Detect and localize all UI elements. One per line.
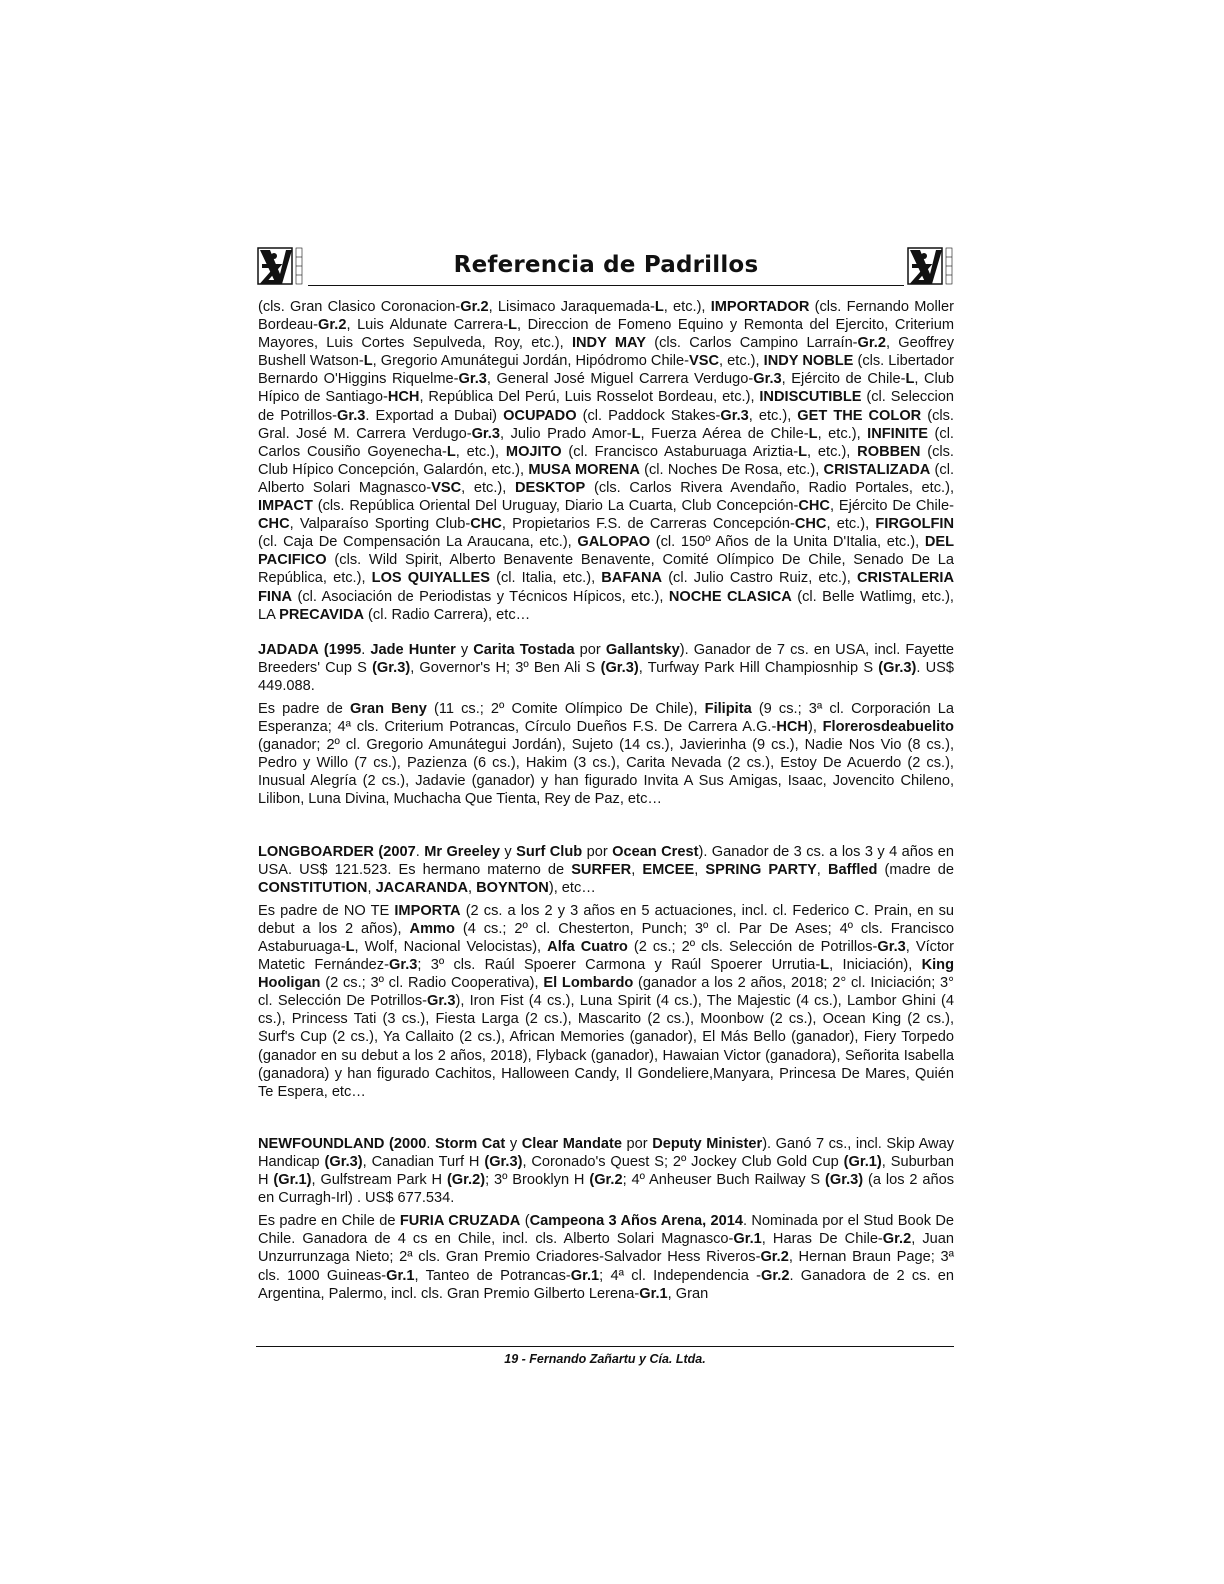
sire-name: LONGBOARDER bbox=[258, 843, 374, 860]
sire-entry-longboarder bbox=[258, 843, 954, 1101]
sire-progeny: Es padre en Chile de FURIA CRUZADA (Campeona 3 Años Arena, 2014. Nominada por el Stud Book De Chile. Ganadora de 4 cs en Chile, incl. cls. Alberto Solari Magnasco-Gr.1, Haras De Chile-Gr.2, Juan Unzurrunzaga Nieto; 2ª cls. Gran Premio Criadores-Salvador Hess Riveros-Gr.2, Hernan Braun Page; 3ª cls. 1000 Guineas-Gr.1, Tanteo de Potrancas-Gr.1; 4ª cl. Independencia -Gr.2. Ganadora de 2 cs. en Argentina, Palermo, incl. cls. Gran Premio Gilberto Lerena-Gr.1, Gran bbox=[258, 1213, 955, 1302]
sire-desc-text: (1995. Jade Hunter y Carita Tostada por Gallantsky). Ganador de 7 cs. en USA, incl. Fayette Breeders' Cup S (Gr.3), Governor's H; 3º Ben Ali S (Gr.3), Turfway Park Hill Champiosnhip S (Gr.3). US$ 449.088. bbox=[258, 641, 955, 694]
sire-name: JADADA bbox=[258, 641, 319, 658]
fz-logo-icon-right bbox=[906, 244, 956, 290]
footer-rule bbox=[256, 1346, 954, 1347]
fz-logo-icon bbox=[256, 244, 306, 290]
sire-name: NEWFOUNDLAND bbox=[258, 1135, 385, 1152]
sire-entry-jadada bbox=[258, 641, 954, 809]
sire-desc-text: (2000. Storm Cat y Clear Mandate por Deputy Minister). Ganó 7 cs., incl. Skip Away Handicap (Gr.3), Canadian Turf H (Gr.3), Coronado's Quest S; 2º Jockey Club Gold Cup (Gr.1), Suburban H (Gr.1), Gulfstream Park H (Gr.2); 3º Brooklyn H (Gr.2; 4º Anheuser Buch Railway S (Gr.3) (a los 2 años en Curragh-Irl) . US$ 677.534. bbox=[258, 1135, 955, 1207]
sire-description bbox=[258, 843, 954, 897]
sire-description bbox=[258, 1135, 954, 1207]
sire-progeny: Es padre de NO TE IMPORTA (2 cs. a los 2 y 3 años en 5 actuaciones, incl. cl. Federico C. Prain, en su debut a los 2 años), Ammo (4 cs.; 2º cl. Chesterton, Punch; 3º cl. Par De Ases; 4º cls. Francisco Astaburuaga-L, Wolf, Nacional Velocistas), Alfa Cuatro (2 cs.; 2º cls. Selección de Potrillos-Gr.3, Víctor Matetic Fernández-Gr.3; 3º cls. Raúl Spoerer Carmona y Raúl Spoerer Urrutia-L, Iniciación), King Hooligan (2 cs.; 3º cl. Radio Cooperativa), El Lombardo (ganador a los 2 años, 2018; 2° cl. Iniciación; 3° cl. Selección De Potrillos-Gr.3), Iron Fist (4 cs.), Luna Spirit (4 cs.), The Majestic (4 cs.), Lambor Ghini (4 cs.), Princess Tati (3 cs.), Fiesta Larga (2 cs.), Mascarito (2 cs.), Moonbow (2 cs.), Ocean King (2 cs.), Surf's Cup (2 cs.), Ya Callaito (2 cs.), African Memories (ganador), El Más Bello (ganador), Fiery Torpedo (ganador en su debut a los 2 años, 2018), Flyback (ganador), Hawaian Victor (ganadora), Señorita Isabella (ganadora) y han figurado Cachitos, Halloween Candy, Il Gondeliere,Manyara, Princesa De Mares, Quién Te Espera, etc… bbox=[258, 902, 955, 1100]
sire-entry-newfoundland bbox=[258, 1135, 954, 1303]
sire-progeny: Es padre de Gran Beny (11 cs.; 2º Comite Olímpico De Chile), Filipita (9 cs.; 3ª cl. Corporación La Esperanza; 4ª cls. Criterium Potrancas, Círculo Dueños F.S. De Carrera A.G.-HCH), Florerosdeabuelito (ganador; 2º cl. Gregorio Amunátegui Jordán), Sujeto (14 cs.), Javierinha (9 cs.), Nadie Nos Vio (8 cs.), Pedro y Willo (7 cs.), Pazienza (6 cs.), Hakim (3 cs.), Carita Nevada (2 cs.), Estoy De Acuerdo (2 cs.), Inusual Alegría (2 cs.), Jadavie (ganador) y han figurado Invita A Sus Amigas, Isaac, Jovencito Chileno, Lilibon, Luna Divina, Muchacha Que Tienta, Rey de Paz, etc… bbox=[258, 700, 954, 808]
sire-description bbox=[258, 641, 954, 695]
page-header bbox=[256, 244, 956, 290]
page-footer: 19 - Fernando Zañartu y Cía. Ltda. bbox=[504, 1352, 706, 1366]
title-underline bbox=[308, 285, 904, 286]
sire-desc-text: (2007. Mr Greeley y Surf Club por Ocean Crest). Ganador de 3 cs. a los 3 y 4 años en USA. US$ 121.523. Es hermano materno de SURFER, EMCEE, SPRING PARTY, Baffled (madre de CONSTITUTION, JACARANDA, BOYNTON), etc… bbox=[258, 843, 955, 896]
page-title: Referencia de Padrillos bbox=[453, 252, 759, 278]
document-body bbox=[258, 298, 954, 1303]
intro-paragraph: (cls. Gran Clasico Coronacion-Gr.2, Lisimaco Jaraquemada-L, etc.), IMPORTADOR (cls. Fernando Moller Bordeau-Gr.2, Luis Aldunate Carrera-L, Direccion de Fomeno Equino y Remonta del Ejercito, Criterium Mayores, Luis Cortes Sepulveda, Roy, etc.), INDY MAY (cls. Carlos Campino Larraín-Gr.2, Geoffrey Bushell Watson-L, Gregorio Amunátegui Jordán, Hipódromo Chile-VSC, etc.), INDY NOBLE (cls. Libertador Bernardo O'Higgins Riquelme-Gr.3, General José Miguel Carrera Verdugo-Gr.3, Ejército de Chile-L, Club Hípico de Santiago-HCH, República Del Perú, Luis Rosselot Bordeau, etc.), INDISCUTIBLE (cl. Seleccion de Potrillos-Gr.3. Exportad a Dubai) OCUPADO (cl. Paddock Stakes-Gr.3, etc.), GET THE COLOR (cls. Gral. José M. Carrera Verdugo-Gr.3, Julio Prado Amor-L, Fuerza Aérea de Chile-L, etc.), INFINITE (cl. Carlos Cousiño Goyenecha-L, etc.), MOJITO (cl. Francisco Astaburuaga Ariztia-L, etc.), ROBBEN (cls. Club Hípico Concepción, Galardón, etc.), MUSA MORENA (cl. Noches De Rosa, etc.), CRISTALIZADA (cl. Alberto Solari Magnasco-VSC, etc.), DESKTOP (cls. Carlos Rivera Avendaño, Radio Portales, etc.), IMPACT (cls. República Oriental Del Uruguay, Diario La Cuarta, Club Concepción-CHC, Ejército De Chile-CHC, Valparaíso Sporting Club-CHC, Propietarios F.S. de Carreras Concepción-CHC, etc.), FIRGOLFIN (cl. Caja De Compensación La Araucana, etc.), GALOPAO (cl. 150º Años de la Unita D'Italia, etc.), DEL PACIFICO (cls. Wild Spirit, Alberto Benavente Benavente, Comité Olímpico De Chile, Senado De La República, etc.), LOS QUIYALLES (cl. Italia, etc.), BAFANA (cl. Julio Castro Ruiz, etc.), CRISTALERIA FINA (cl. Asociación de Periodistas y Técnicos Hípicos, etc.), NOCHE CLASICA (cl. Belle Watlimg, etc.), LA PRECAVIDA (cl. Radio Carrera), etc… bbox=[258, 299, 955, 623]
